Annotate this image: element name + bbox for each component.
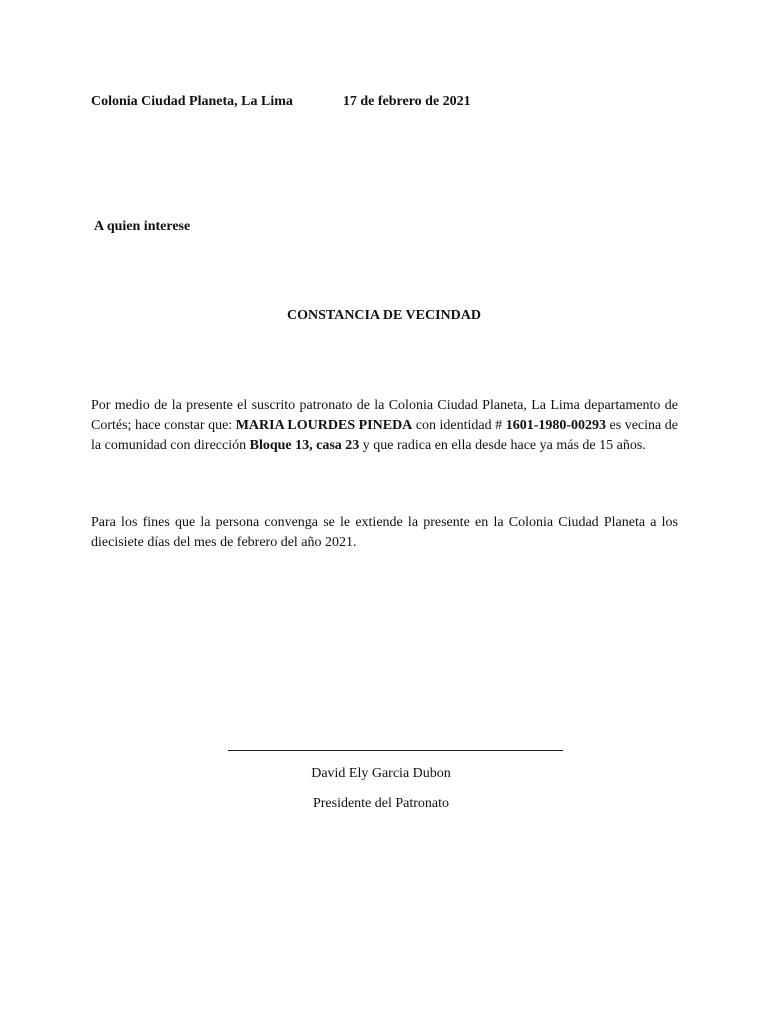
p1-text-1: Por medio de la presente el suscrito patronato de la Colonia Ciudad Planeta, La Lima departamento de Cortés; hace constar que: [91,398,678,433]
signature-line [228,750,563,751]
resident-address: Bloque 13, casa 23 [249,438,360,453]
identity-number: 1601-1980-00293 [505,418,607,433]
greeting: A quien interese [94,219,191,234]
signer-name: David Ely Garcia Dubon [311,766,451,781]
document-title: CONSTANCIA DE VECINDAD [287,308,481,323]
p1-text-3: es vecina de la comunidad con dirección [91,418,678,453]
document-header [91,94,471,110]
signer-role: Presidente del Patronato [312,796,450,811]
p1-text-2: con identidad # [412,418,506,433]
body-paragraph-2: Para los fines que la persona convenga se le extiende la presente en la Colonia Ciudad Planeta a los diecisiete días del mes de febrero del año 2021. [91,515,678,550]
header-place: Colonia Ciudad Planeta, La Lima [91,94,293,109]
body-paragraph-1 [91,396,678,456]
p1-text-4: y que radica en ella desde hace ya más de 15 años. [359,438,646,453]
header-date: 17 de febrero de 2021 [342,94,471,109]
resident-name: MARIA LOURDES PINEDA [235,418,413,433]
